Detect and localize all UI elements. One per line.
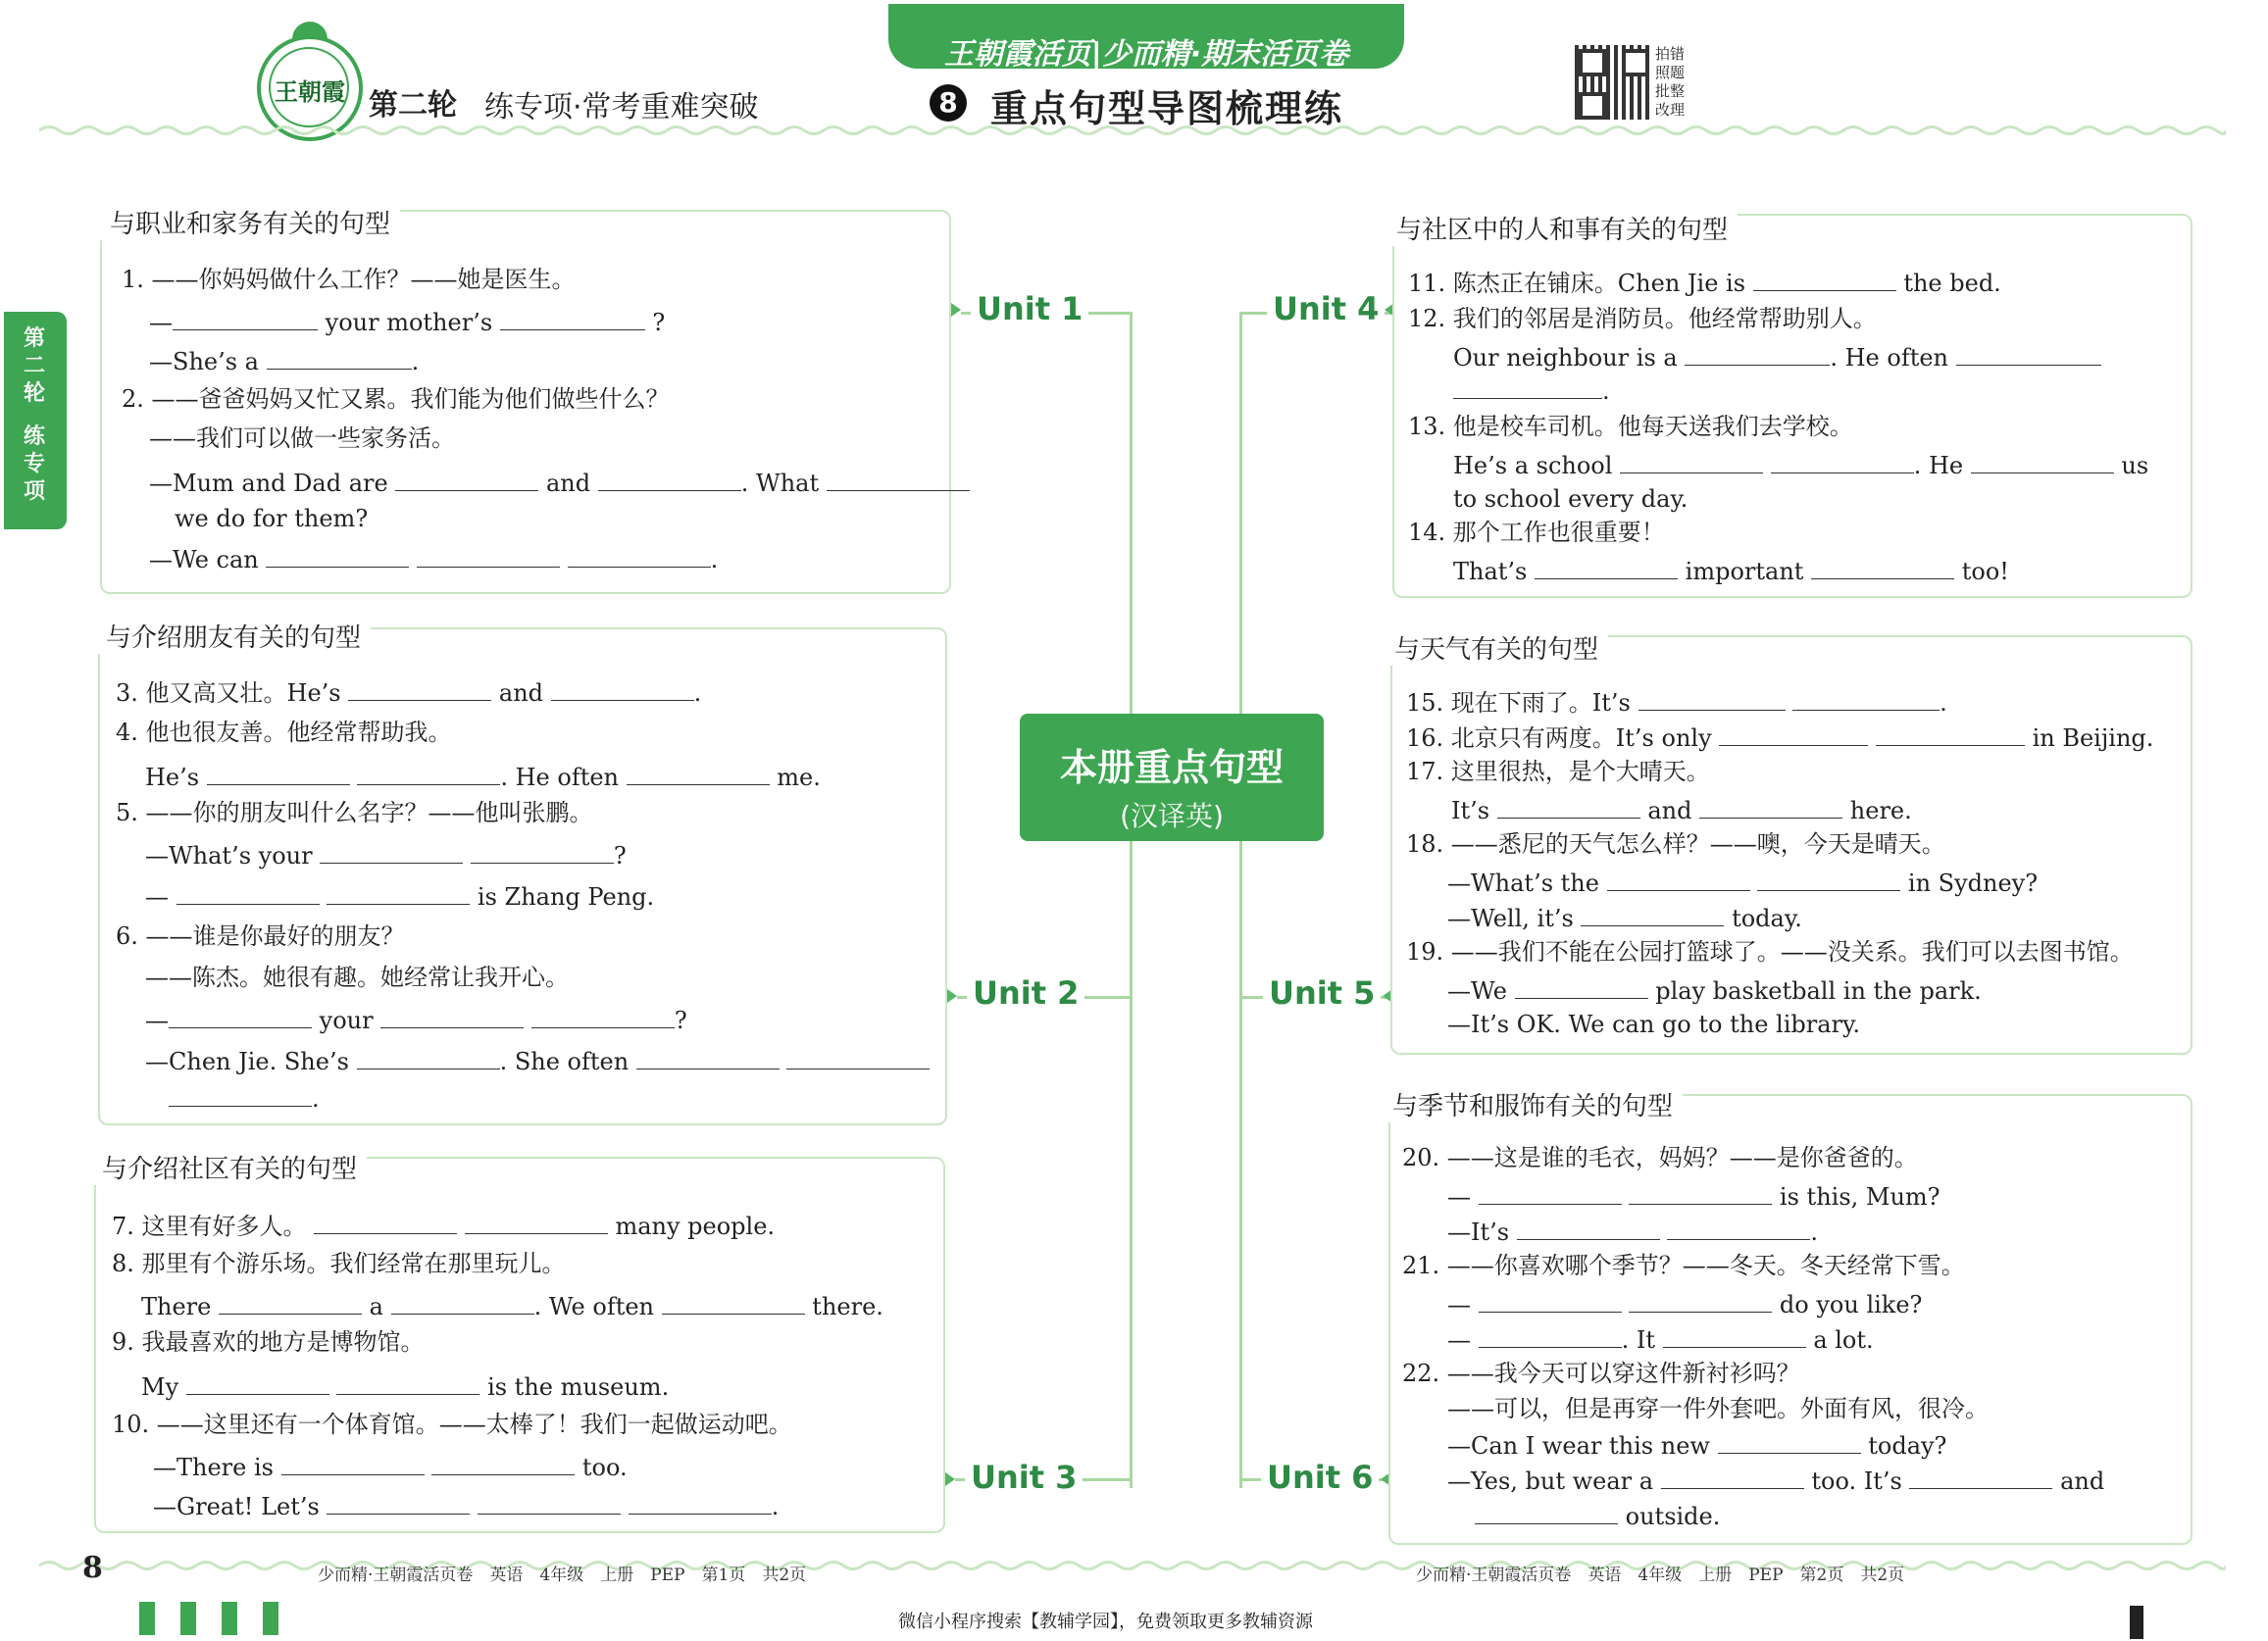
q6-answer-b: —Chen Jie. She’s . She often: [145, 1045, 930, 1076]
q17-prompt: 17. 这里很热，是个大晴天。: [1406, 758, 1710, 785]
blank[interactable]: [320, 839, 463, 864]
q1-answer-b: —She’s a .: [149, 345, 419, 376]
blank[interactable]: [327, 880, 470, 905]
q6-answer-c: .: [169, 1082, 320, 1114]
blank[interactable]: [173, 306, 318, 330]
q22-response: ——可以，但是再穿一件外套吧。外面有风，很冷。: [1447, 1395, 1989, 1422]
blank[interactable]: [219, 1290, 362, 1315]
q2-prompt: 2. ——爸爸妈妈又忙又累。我们能为他们做些什么？: [122, 385, 670, 413]
q22-answer-b: —Yes, but wear a too. It’s and: [1447, 1465, 2104, 1496]
q18-answer-b: —Well, it’s today.: [1447, 902, 1802, 933]
footer-bar: [222, 1602, 237, 1635]
logo-text: 王朝霞: [275, 77, 345, 106]
side-tab: [4, 312, 67, 529]
side-tab-line2: 练专项: [24, 424, 46, 504]
blank[interactable]: [1876, 721, 2025, 746]
blank[interactable]: [1479, 1288, 1622, 1313]
q10-prompt: 10. ——这里还有一个体育馆。——太棒了！我们一起做运动吧。: [112, 1411, 792, 1438]
q12-prompt: 12. 我们的邻居是消防员。他经常帮助别人。: [1408, 305, 1877, 332]
left-trunk-line: [1130, 312, 1133, 1488]
qr-caption: 拍错照题批整改理: [1655, 45, 1686, 119]
q21-answer-a: — do you like?: [1447, 1288, 1922, 1319]
blank[interactable]: [357, 1045, 500, 1069]
blank[interactable]: [1971, 449, 2114, 473]
logo-leaves-icon: [292, 22, 328, 39]
blank[interactable]: [627, 761, 770, 785]
banner-text: 王朝霞活页|少而精·期末活页卷: [943, 37, 1349, 72]
q10-answer-b: —Great! Let’s .: [153, 1490, 779, 1521]
q22-prompt: 22. ——我今天可以穿这件新衬衫吗？: [1402, 1360, 1800, 1387]
blank[interactable]: [1535, 555, 1678, 579]
blank[interactable]: [662, 1290, 805, 1315]
blank[interactable]: [395, 467, 538, 491]
unit-4-label: Unit 4: [1267, 290, 1385, 327]
blank[interactable]: [1699, 794, 1842, 819]
blank[interactable]: [500, 306, 645, 330]
blank[interactable]: [1757, 867, 1900, 891]
blank[interactable]: [431, 1451, 575, 1475]
q8-answer: There a . We often there.: [141, 1290, 883, 1321]
blank[interactable]: [1517, 1216, 1660, 1240]
q18-prompt: 18. ——悉尼的天气怎么样？——噢，今天是晴天。: [1406, 830, 1945, 858]
q4-prompt: 4. 他也很友善。他经常帮助我。: [116, 719, 452, 746]
q3: 3. 他又高又壮。He’s and .: [116, 676, 701, 708]
round-label: 第二轮: [369, 88, 457, 123]
q12-answer-a: Our neighbour is a . He often: [1453, 341, 2101, 373]
blank[interactable]: [478, 1490, 621, 1515]
blank[interactable]: [568, 543, 711, 568]
blank[interactable]: [266, 543, 409, 568]
q5-answer-b: — is Zhang Peng.: [145, 880, 654, 912]
unit-5-label: Unit 5: [1263, 974, 1381, 1012]
blank[interactable]: [1638, 686, 1786, 711]
q14-prompt: 14. 那个工作也很重要！: [1408, 519, 1665, 546]
q16: 16. 北京只有两度。It’s only in Beijing.: [1406, 721, 2153, 753]
blank[interactable]: [1479, 1180, 1622, 1205]
section-title-seasons: 与季节和服饰有关的句型: [1383, 1086, 1683, 1122]
section-title-community-people: 与社区中的人和事有关的句型: [1386, 210, 1738, 246]
center-box: [1020, 714, 1324, 841]
footer-bar: [263, 1602, 278, 1635]
q11: 11. 陈杰正在铺床。Chen Jie is the bed.: [1408, 267, 2001, 298]
footer-notice: 微信小程序搜索【教辅学园】，免费领取更多教辅资源: [898, 1612, 1313, 1632]
blank[interactable]: [598, 467, 741, 491]
q8-prompt: 8. 那里有个游乐场。我们经常在那里玩儿。: [112, 1250, 566, 1277]
blank[interactable]: [1685, 341, 1830, 366]
q19-answer-a: —We play basketball in the park.: [1447, 974, 1982, 1006]
blank[interactable]: [1719, 721, 1868, 746]
arrow-right-icon: [947, 989, 957, 1003]
unit-2-label: Unit 2: [967, 974, 1084, 1012]
blank[interactable]: [357, 761, 500, 785]
section-title-community: 与介绍社区有关的句型: [92, 1149, 367, 1185]
q22-answer-a: —Can I wear this new today?: [1447, 1429, 1946, 1461]
blank[interactable]: [1453, 374, 1602, 399]
blank[interactable]: [1811, 555, 1954, 579]
unit-6-label: Unit 6: [1261, 1459, 1379, 1496]
title-badge: 8: [930, 84, 967, 122]
blank[interactable]: [1792, 686, 1940, 711]
blank[interactable]: [1663, 1323, 1806, 1348]
blank[interactable]: [207, 761, 350, 785]
blank[interactable]: [391, 1290, 534, 1315]
q13-answer-b: to school every day.: [1453, 485, 1688, 513]
page-number: 8: [82, 1551, 103, 1585]
q5-answer-a: —What’s your ?: [145, 839, 627, 870]
q5-prompt: 5. ——你的朋友叫什么名字？——他叫张鹏。: [116, 799, 593, 826]
blank[interactable]: [1661, 1465, 1804, 1489]
q21-answer-b: — . It a lot.: [1447, 1323, 1874, 1355]
q2-answer-c: —We can .: [149, 543, 718, 574]
blank[interactable]: [471, 839, 614, 864]
blank[interactable]: [281, 1451, 425, 1475]
q17-answer: It’s and here.: [1451, 794, 1912, 825]
q13-prompt: 13. 他是校车司机。他每天送我们去学校。: [1408, 413, 1853, 440]
blank[interactable]: [1497, 794, 1640, 819]
q9-answer: My is the museum.: [141, 1370, 669, 1402]
header-subtitle: 练专项·常考重难突破: [484, 90, 759, 124]
q9-prompt: 9. 我最喜欢的地方是博物馆。: [112, 1328, 425, 1356]
q20-answer-b: —It’s .: [1447, 1216, 1818, 1247]
blank[interactable]: [1629, 1288, 1772, 1313]
blank[interactable]: [1607, 867, 1750, 891]
q18-answer-a: —What’s the in Sydney?: [1447, 867, 2038, 898]
q6-answer-a: — your ?: [145, 1004, 687, 1035]
blank[interactable]: [1620, 449, 1763, 473]
q2-answer-a: —Mum and Dad are and . What: [149, 467, 970, 498]
q6-response: ——陈杰。她很有趣。她经常让我开心。: [145, 964, 569, 991]
footer-right-info: 少而精·王朝霞活页卷 英语 4年级 上册 PEP 第2页 共2页: [1416, 1566, 1905, 1585]
footer-bar: [180, 1602, 196, 1635]
blank[interactable]: [267, 345, 412, 370]
q19-prompt: 19. ——我们不能在公园打篮球了。——没关系。我们可以去图书馆。: [1406, 938, 2134, 966]
blank[interactable]: [380, 1004, 524, 1028]
blank[interactable]: [169, 1082, 312, 1107]
blank[interactable]: [186, 1370, 329, 1395]
center-title: 本册重点句型: [1059, 746, 1284, 789]
blank[interactable]: [551, 676, 694, 701]
q20-answer-a: — is this, Mum?: [1447, 1180, 1940, 1212]
blank[interactable]: [636, 1045, 780, 1069]
q4-answer: He’s . He often me.: [145, 761, 821, 792]
q2-answer-b: we do for them?: [175, 505, 369, 532]
blank[interactable]: [1753, 267, 1896, 291]
blank[interactable]: [327, 1490, 470, 1515]
q6-prompt: 6. ——谁是你最好的朋友？: [116, 922, 405, 950]
q7: 7. 这里有好多人。 many people.: [112, 1210, 775, 1241]
footer-bar: [139, 1602, 155, 1635]
arrow-right-icon: [945, 1472, 955, 1486]
blank[interactable]: [1667, 1216, 1810, 1240]
q1-prompt: 1. ——你妈妈做什么工作？——她是医生。: [122, 266, 576, 293]
section-title-jobs: 与职业和家务有关的句型: [100, 204, 400, 240]
blank[interactable]: [314, 1210, 457, 1234]
footer-left-info: 少而精·王朝霞活页卷 英语 4年级 上册 PEP 第1页 共2页: [318, 1566, 807, 1585]
q22-answer-c: outside.: [1475, 1500, 1720, 1531]
blank[interactable]: [1479, 1323, 1622, 1348]
q13-answer-a: He’s a school . He us: [1453, 449, 2148, 480]
blank[interactable]: [1771, 449, 1914, 473]
q2-response: ——我们可以做一些家务活。: [149, 424, 455, 452]
blank[interactable]: [827, 467, 970, 491]
q1-answer-a: — your mother’s ?: [149, 306, 665, 337]
q12-answer-b: .: [1453, 374, 1610, 406]
blank[interactable]: [465, 1210, 608, 1234]
blank[interactable]: [1515, 974, 1648, 999]
blank[interactable]: [336, 1370, 479, 1395]
side-tab-line1: 第二轮: [24, 326, 46, 406]
blank[interactable]: [417, 543, 560, 568]
arrow-right-icon: [951, 303, 961, 317]
section-title-friends: 与介绍朋友有关的句型: [96, 618, 371, 654]
footer-bar-dark: [2130, 1606, 2143, 1639]
blank[interactable]: [786, 1045, 930, 1069]
unit-1-label: Unit 1: [971, 290, 1088, 327]
blank[interactable]: [531, 1004, 675, 1028]
unit-3-label: Unit 3: [965, 1459, 1083, 1496]
blank[interactable]: [348, 676, 491, 701]
blank[interactable]: [176, 880, 320, 905]
center-subtitle: (汉译英): [1120, 800, 1224, 832]
blank[interactable]: [1475, 1500, 1618, 1524]
q20-prompt: 20. ——这是谁的毛衣，妈妈？——是你爸爸的。: [1402, 1144, 1918, 1171]
blank[interactable]: [169, 1004, 312, 1028]
qr-code-icon: [1575, 45, 1649, 120]
main-title: 重点句型导图梳理练: [990, 87, 1344, 130]
q15: 15. 现在下雨了。It’s .: [1406, 686, 1947, 718]
q14-answer: That’s important too!: [1453, 555, 2009, 586]
right-trunk-line: [1239, 312, 1242, 1488]
q21-prompt: 21. ——你喜欢哪个季节？——冬天。冬天经常下雪。: [1402, 1252, 1965, 1279]
blank[interactable]: [1718, 1429, 1861, 1454]
blank[interactable]: [629, 1490, 772, 1515]
blank[interactable]: [1909, 1465, 2052, 1489]
blank[interactable]: [1629, 1180, 1772, 1205]
blank[interactable]: [1956, 341, 2101, 366]
q19-answer-b: —It’s OK. We can go to the library.: [1447, 1011, 1861, 1038]
q10-answer-a: —There is too.: [153, 1451, 628, 1482]
blank[interactable]: [1581, 902, 1724, 926]
section-title-weather: 与天气有关的句型: [1385, 629, 1608, 666]
top-wave-decoration: [39, 124, 2226, 137]
